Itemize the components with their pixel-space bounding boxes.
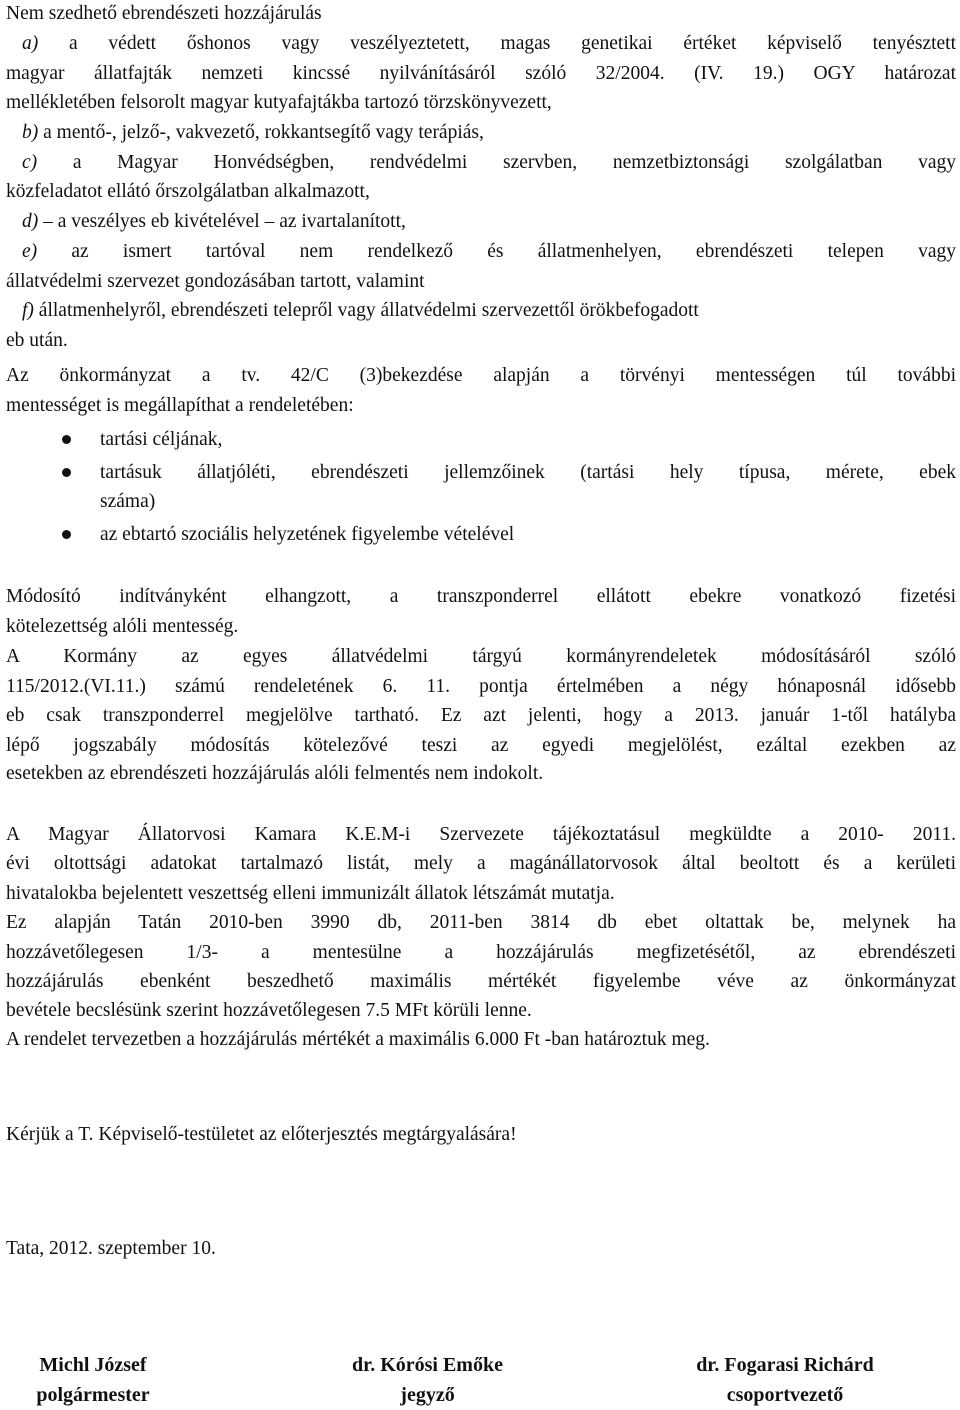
item-f-label: f): [22, 300, 34, 321]
bullet-dot: [62, 468, 71, 477]
para2-line-6: lépő jogszabály módosítás kötelezővé teszi az egyedi megjelölést, ezáltal ezekben az: [6, 735, 956, 756]
para2-line-5: eb csak transzponderrel megjelölve tartható. Ez azt jelenti, hogy a 2013. január 1-től hatályba: [6, 705, 956, 726]
signer-name: dr. Kórósi Emőke: [352, 1354, 503, 1376]
item-f-line-2: eb után.: [6, 330, 68, 351]
para3-line-6: hozzájárulás ebenként beszedhető maximális mértékét figyelembe véve az önkormányzat: [6, 971, 956, 992]
item-a-label: a): [22, 33, 39, 54]
para2-line-1: Módosító indítványként elhangzott, a transzponderrel ellátott ebekre vonatkozó fizetési: [6, 586, 956, 607]
signer-title: jegyző: [400, 1384, 455, 1406]
item-b-line-1: [22, 121, 956, 145]
para3-line-4: Ez alapján Tatán 2010-ben 3990 db, 2011-ben 3814 db ebet oltattak be, melynek ha: [6, 912, 956, 933]
signer-name: Michl József: [39, 1354, 147, 1376]
item-d-label: d): [22, 211, 39, 232]
heading: Nem szedhető ebrendészeti hozzájárulás: [6, 3, 322, 24]
item-d-line-1: [22, 210, 956, 234]
para3-line-1: A Magyar Állatorvosi Kamara K.E.M-i Szervezete tájékoztatásul megküldte a 2010- 2011.: [6, 824, 956, 845]
para3-line-3: hivatalokba bejelentett veszettség elleni immunizált állatok létszámát mutatja.: [6, 883, 615, 904]
para3-line-5: hozzávetőlegesen 1/3- a mentesülne a hozzájárulás megfizetésétől, az ebrendészeti: [6, 942, 956, 963]
item-c-label: c): [22, 152, 38, 173]
item-e-line-2: állatvédelmi szervezet gondozásában tartott, valamint: [6, 271, 425, 292]
bullet-item-1: tartási céljának,: [100, 429, 223, 450]
bullet-item-2-line-1: tartásuk állatjóléti, ebrendészeti jellemzőinek (tartási hely típusa, mérete, ebek: [100, 462, 956, 483]
item-a-line-1: [22, 32, 956, 56]
bullet-dot: [62, 435, 71, 444]
item-f-line-1: [22, 299, 956, 323]
item-b-text-1: a mentő-, jelző-, vakvezető, rokkantsegítő vagy terápiás,: [43, 122, 484, 143]
item-e-text-1: az ismert tartóval nem rendelkező és állatmenhelyen, ebrendészeti telepen vagy: [71, 241, 957, 262]
item-c-line-1: [22, 151, 956, 175]
signature-block: [320, 1350, 535, 1410]
para2-line-4: 115/2012.(VI.11.) számú rendeletének 6. 11. pontja értelmében a négy hónaposnál idősebb: [6, 676, 956, 697]
para2-line-7: esetekben az ebrendészeti hozzájárulás alóli felmentés nem indokolt.: [6, 763, 544, 784]
para3-line-7: bevétele becslésünk szerint hozzávetőlegesen 7.5 MFt körüli lenne.: [6, 1000, 532, 1021]
item-a-text-1: a védett őshonos vagy veszélyeztetett, magas genetikai értéket képviselő tenyésztett: [69, 33, 957, 54]
bullet-item-3: az ebtartó szociális helyzetének figyelembe vételével: [100, 524, 515, 545]
bullet-dot: [62, 530, 71, 539]
para3-line-2: évi oltottsági adatokat tartalmazó listát, mely a magánállatorvosok által beoltott és a kerületi: [6, 853, 956, 874]
para1-line-1: Az önkormányzat a tv. 42/C (3)bekezdése alapján a törvényi mentességen túl további: [6, 365, 956, 386]
signer-name: dr. Fogarasi Richárd: [696, 1354, 874, 1376]
request-line: Kérjük a T. Képviselő-testületet az előterjesztés megtárgyalására!: [6, 1124, 517, 1145]
item-c-text-1: a Magyar Honvédségben, rendvédelmi szervben, nemzetbiztonsági szolgálatban vagy: [72, 152, 957, 173]
item-e-label: e): [22, 241, 38, 262]
para3-line-8: A rendelet tervezetben a hozzájárulás mértékét a maximális 6.000 Ft -ban határoztuk meg.: [6, 1029, 710, 1050]
item-f-text-1: állatmenhelyről, ebrendészeti telepről vagy állatvédelmi szervezettől örökbefogadott: [38, 300, 699, 321]
item-e-line-1: [22, 240, 956, 264]
item-c-line-2: közfeladatot ellátó őrszolgálatban alkalmazott,: [6, 181, 370, 202]
signer-title: polgármester: [36, 1384, 150, 1406]
para2-line-2: kötelezettség alóli mentesség.: [6, 616, 239, 637]
item-d-text-1: – a veszélyes eb kivételével – az ivartalanított,: [43, 211, 406, 232]
signer-title: csoportvezető: [726, 1384, 844, 1406]
signature-block: [665, 1350, 905, 1410]
bullet-item-2-line-2: száma): [100, 491, 156, 512]
item-b-label: b): [22, 122, 39, 143]
para1-line-2: mentességet is megállapíthat a rendeletében:: [6, 395, 354, 416]
para2-line-3: A Kormány az egyes állatvédelmi tárgyú kormányrendeletek módosításáról szóló: [6, 646, 956, 667]
item-a-line-3: mellékletében felsorolt magyar kutyafajtákba tartozó törzskönyvezett,: [6, 92, 552, 113]
item-a-line-2: magyar állatfajták nemzeti kincssé nyilvánításáról szóló 32/2004. (IV. 19.) OGY határozat: [6, 63, 956, 84]
date-line: Tata, 2012. szeptember 10.: [6, 1238, 216, 1259]
signature-block: [18, 1350, 168, 1410]
